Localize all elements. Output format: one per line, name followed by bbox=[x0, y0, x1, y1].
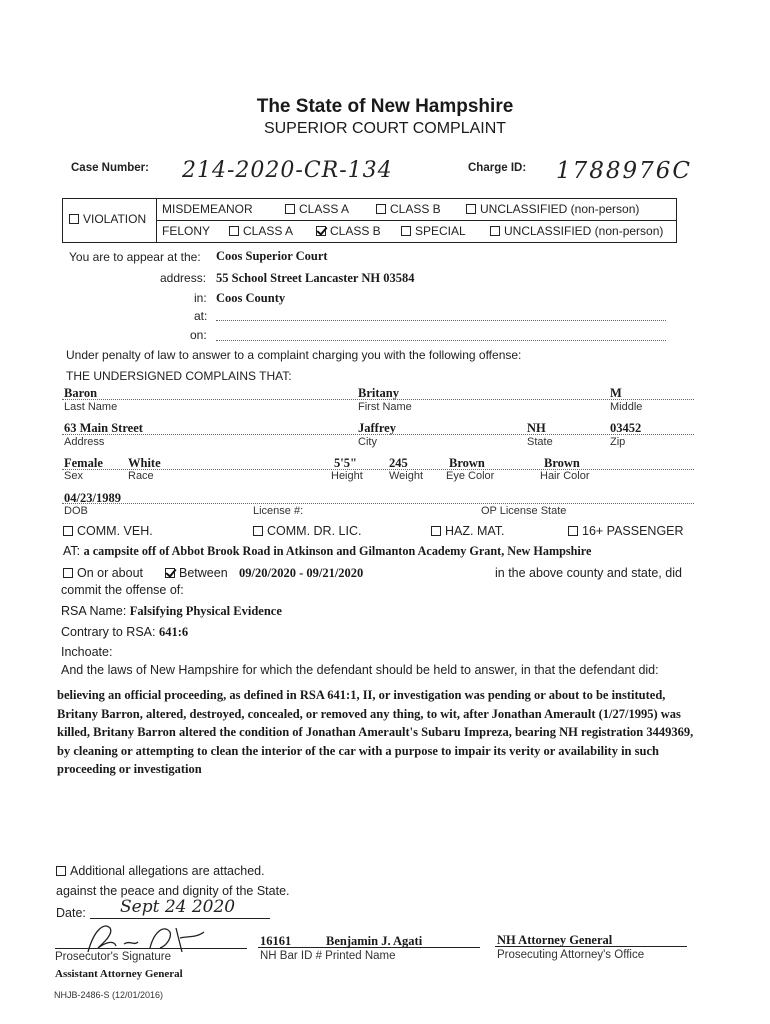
zip-value: 03452 bbox=[610, 421, 642, 435]
rsa-number: Contrary to RSA: 641:6 bbox=[61, 625, 189, 639]
middle-label: Middle bbox=[610, 401, 643, 413]
misdemeanor-class-a[interactable]: CLASS A bbox=[285, 202, 349, 216]
on-or-about-checkbox[interactable] bbox=[63, 568, 73, 578]
comm-veh-checkbox[interactable] bbox=[63, 526, 73, 536]
first-name-value: Britany bbox=[358, 386, 399, 400]
court-address: 55 School Street Lancaster NH 03584 bbox=[216, 271, 415, 285]
passenger-option[interactable]: 16+ PASSENGER bbox=[568, 524, 684, 538]
city-value: Jaffrey bbox=[358, 421, 396, 435]
office-value: NH Attorney General bbox=[497, 933, 613, 947]
misd-class-b-checkbox[interactable] bbox=[376, 204, 386, 214]
signer-title: Assistant Attorney General bbox=[55, 968, 183, 980]
height-label: Height bbox=[331, 470, 363, 482]
weight-label: Weight bbox=[389, 470, 424, 482]
peace-text: against the peace and dignity of the State. bbox=[56, 884, 290, 898]
charge-id-value: 1788976C bbox=[556, 158, 693, 184]
appear-label: You are to appear at the: bbox=[69, 250, 201, 264]
between-option[interactable]: Between bbox=[165, 566, 228, 580]
office-label: Prosecuting Attorney's Office bbox=[497, 949, 645, 961]
misdemeanor-unclassified[interactable]: UNCLASSIFIED (non-person) bbox=[466, 202, 639, 216]
hair-color-value: Brown bbox=[544, 456, 580, 470]
city-label: City bbox=[358, 436, 377, 448]
charge-id-label: Charge ID: bbox=[468, 162, 527, 174]
complains-text: THE UNDERSIGNED COMPLAINS THAT: bbox=[66, 369, 292, 383]
dob-value: 04/23/1989 bbox=[64, 491, 121, 505]
violation-checkbox[interactable] bbox=[69, 214, 79, 224]
on-label: on: bbox=[190, 328, 207, 342]
state-value: NH bbox=[527, 421, 546, 435]
additional-checkbox[interactable] bbox=[56, 866, 66, 876]
felony-special-checkbox[interactable] bbox=[401, 226, 411, 236]
eye-color-label: Eye Color bbox=[446, 470, 495, 482]
signature-label: Prosecutor's Signature bbox=[55, 951, 171, 963]
felony-class-b-checkbox[interactable] bbox=[316, 226, 326, 236]
offense-location: AT: a campsite off of Abbot Brook Road in Atkinson and Gilmanton Academy Grant, New Hampshire bbox=[63, 544, 592, 558]
laws-text: And the laws of New Hampshire for which the defendant should be held to answer, in that the defendant did: bbox=[61, 663, 659, 677]
passenger-checkbox[interactable] bbox=[568, 526, 578, 536]
height-value: 5'5" bbox=[334, 456, 357, 470]
printed-name-value: Benjamin J. Agati bbox=[326, 934, 423, 948]
rsa-name: RSA Name: Falsifying Physical Evidence bbox=[61, 604, 282, 618]
between-checkbox[interactable] bbox=[165, 568, 175, 578]
weight-value: 245 bbox=[389, 456, 408, 470]
misdemeanor-class-b[interactable]: CLASS B bbox=[376, 202, 441, 216]
felony-unclassified[interactable]: UNCLASSIFIED (non-person) bbox=[490, 224, 663, 238]
at-label: at: bbox=[194, 309, 208, 323]
date-value: Sept 24 2020 bbox=[120, 897, 236, 917]
offense-dates: 09/20/2020 - 09/21/2020 bbox=[239, 566, 364, 580]
comm-veh-option[interactable]: COMM. VEH. bbox=[63, 524, 153, 538]
felony-unclassified-checkbox[interactable] bbox=[490, 226, 500, 236]
case-number-value: 214-2020-CR-134 bbox=[182, 158, 393, 183]
state-label: State bbox=[527, 436, 553, 448]
first-name-label: First Name bbox=[358, 401, 412, 413]
dob-label: DOB bbox=[64, 505, 88, 517]
middle-value: M bbox=[610, 386, 622, 400]
haz-mat-option[interactable]: HAZ. MAT. bbox=[431, 524, 505, 538]
address-field-label: Address bbox=[64, 436, 105, 448]
misdemeanor-label: MISDEMEANOR bbox=[162, 202, 253, 216]
eye-color-value: Brown bbox=[449, 456, 485, 470]
race-label: Race bbox=[128, 470, 154, 482]
offense-narrative: believing an official proceeding, as defined in RSA 641:1, II, or investigation was pending or about to be instituted, Britany Barron, altered, destroyed, concealed, or removed any thing, to wit, after Jonathan Amerault (1/27/1995) was killed, Britany Barron altered the condition of Jonathan Amerault's Subaru Impreza, bearing NH registration 3449369, by cleaning or attempting to clean the interior of the car with a purpose to impair its verity or availability in such proceeding or investigation bbox=[57, 688, 694, 776]
county-state-text: in the above county and state, did bbox=[495, 566, 682, 580]
inchoate-label: Inchoate: bbox=[61, 645, 113, 659]
last-name-value: Baron bbox=[64, 386, 98, 400]
op-license-label: OP License State bbox=[481, 505, 567, 517]
misd-class-a-checkbox[interactable] bbox=[285, 204, 295, 214]
page-title: The State of New Hampshire bbox=[256, 96, 514, 117]
case-number-label: Case Number: bbox=[71, 162, 149, 174]
last-name-label: Last Name bbox=[64, 401, 118, 413]
additional-option[interactable]: Additional allegations are attached. bbox=[56, 864, 265, 878]
felony-class-b[interactable]: CLASS B bbox=[316, 224, 381, 238]
violation-option[interactable]: VIOLATION bbox=[69, 212, 146, 226]
misd-unclassified-checkbox[interactable] bbox=[466, 204, 476, 214]
comm-dr-lic-option[interactable]: COMM. DR. LIC. bbox=[253, 524, 361, 538]
hair-color-label: Hair Color bbox=[540, 470, 590, 482]
felony-label: FELONY bbox=[162, 224, 211, 238]
address-label: address: bbox=[160, 271, 207, 285]
license-label: License #: bbox=[253, 505, 304, 517]
felony-class-a[interactable]: CLASS A bbox=[229, 224, 293, 238]
on-or-about-option[interactable]: On or about bbox=[63, 566, 143, 580]
court-name: Coos Superior Court bbox=[216, 249, 328, 263]
comm-dr-lic-checkbox[interactable] bbox=[253, 526, 263, 536]
felony-class-a-checkbox[interactable] bbox=[229, 226, 239, 236]
form-id: NHJB-2486-S (12/01/2016) bbox=[54, 990, 164, 1000]
county-name: Coos County bbox=[216, 291, 286, 305]
commit-text: commit the offense of: bbox=[61, 583, 184, 597]
sex-value: Female bbox=[64, 456, 103, 470]
bar-id-label: NH Bar ID # Printed Name bbox=[260, 950, 396, 962]
in-label: in: bbox=[194, 291, 207, 305]
penalty-text: Under penalty of law to answer to a complaint charging you with the following offense: bbox=[66, 348, 522, 362]
sex-label: Sex bbox=[64, 470, 83, 482]
zip-label: Zip bbox=[610, 436, 626, 448]
haz-mat-checkbox[interactable] bbox=[431, 526, 441, 536]
bar-id-value: 16161 bbox=[260, 934, 292, 948]
page-subtitle: SUPERIOR COURT COMPLAINT bbox=[263, 120, 507, 137]
felony-special[interactable]: SPECIAL bbox=[401, 224, 466, 238]
date-label: Date: bbox=[56, 906, 86, 920]
race-value: White bbox=[128, 456, 161, 470]
address-value: 63 Main Street bbox=[64, 421, 143, 435]
